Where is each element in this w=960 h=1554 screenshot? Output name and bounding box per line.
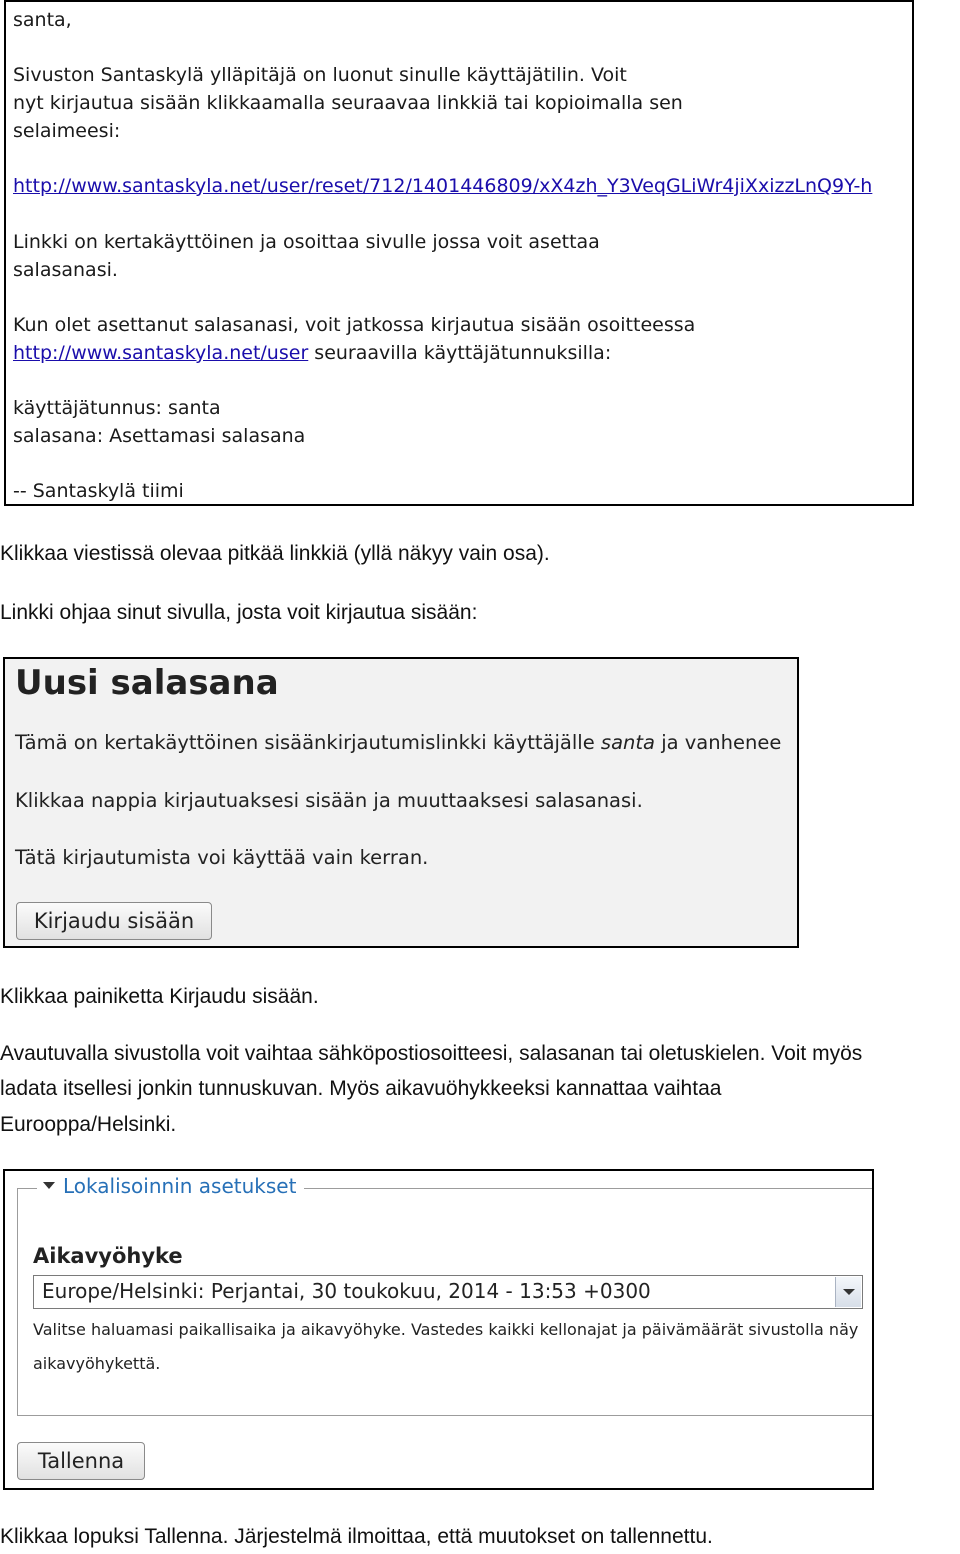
instruction-paragraph: Avautuvalla sivustolla voit vaihtaa sähköpostiosoitteesi, salasanan tai oletuskielen. Voit myös: [0, 1042, 863, 1065]
instruction-paragraph: ladata itsellesi jonkin tunnuskuvan. Myös aikavuöhykkeeksi kannattaa vaihtaa: [0, 1077, 722, 1100]
locale-settings-screenshot: [3, 1169, 874, 1490]
email-screenshot: [4, 0, 914, 506]
email-after-line: Kun olet asettanut salasanasi, voit jatkossa kirjautua sisään osoitteessa: [13, 314, 696, 336]
timezone-select[interactable]: [33, 1275, 863, 1309]
email-username: käyttäjätunnus: santa: [13, 397, 221, 419]
timezone-selected-value: Europe/Helsinki: Perjantai, 30 toukokuu, 2014 - 13:53 +0300: [42, 1279, 651, 1303]
instruction-paragraph: Klikkaa viestissä olevaa pitkää linkkiä (yllä näkyy vain osa).: [0, 542, 550, 565]
timezone-description: Valitse haluamasi paikallisaika ja aikavyöhyke. Vastedes kaikki kellonajat ja päivämäärät sivustolla näy: [33, 1320, 859, 1339]
email-intro-line: nyt kirjautua sisään klikkaamalla seuraavaa linkkiä tai kopioimalla sen: [13, 92, 683, 114]
reset-link[interactable]: http://www.santaskyla.net/user/reset/712/1401446809/xX4zh_Y3VeqGLiWr4jiXxizzLnQ9Y-h: [13, 175, 873, 197]
email-user-line: [13, 339, 611, 367]
email-signature: -- Santaskylä tiimi: [13, 480, 184, 502]
timezone-description: aikavyöhykettä.: [33, 1354, 161, 1373]
page-title: Uusi salasana: [15, 663, 279, 703]
login-info-line: Tätä kirjautumista voi käyttää vain kerran.: [15, 846, 429, 869]
instruction-paragraph: Klikkaa lopuksi Tallenna. Järjestelmä ilmoittaa, että muutokset on tallennettu.: [0, 1525, 713, 1548]
timezone-label: Aikavyöhyke: [33, 1244, 183, 1268]
login-info-line: Klikkaa nappia kirjautuaksesi sisään ja muuttaaksesi salasanasi.: [15, 789, 643, 812]
login-info-user: santa: [600, 731, 655, 754]
legend-label: Lokalisoinnin asetukset: [63, 1174, 297, 1198]
locale-fieldset-legend[interactable]: [37, 1174, 304, 1198]
login-page-screenshot: [3, 657, 799, 948]
instruction-paragraph: Eurooppa/Helsinki.: [0, 1113, 177, 1136]
user-login-link[interactable]: http://www.santaskyla.net/user: [13, 342, 309, 364]
email-user-line-suffix: seuraavilla käyttäjätunnuksilla:: [308, 342, 612, 364]
chevron-down-icon: [843, 1289, 855, 1295]
dropdown-button[interactable]: [835, 1277, 861, 1307]
email-intro-line: selaimeesi:: [13, 120, 121, 142]
email-greeting: santa,: [13, 9, 72, 31]
login-info-line: [15, 731, 781, 754]
email-link-note: Linkki on kertakäyttöinen ja osoittaa sivulle jossa voit asettaa: [13, 231, 600, 253]
login-info-prefix: Tämä on kertakäyttöinen sisäänkirjautumislinkki käyttäjälle: [15, 731, 601, 754]
collapse-triangle-icon: [43, 1182, 55, 1189]
email-password: salasana: Asettamasi salasana: [13, 425, 306, 447]
login-button[interactable]: Kirjaudu sisään: [16, 902, 212, 940]
save-button[interactable]: Tallenna: [17, 1442, 145, 1480]
login-info-suffix: ja vanhenee: [655, 731, 782, 754]
instruction-paragraph: Linkki ohjaa sinut sivulla, josta voit kirjautua sisään:: [0, 601, 478, 624]
email-link-note: salasanasi.: [13, 259, 118, 281]
instruction-paragraph: Klikkaa painiketta Kirjaudu sisään.: [0, 985, 319, 1008]
email-intro-line: Sivuston Santaskylä ylläpitäjä on luonut sinulle käyttäjätilin. Voit: [13, 64, 627, 86]
